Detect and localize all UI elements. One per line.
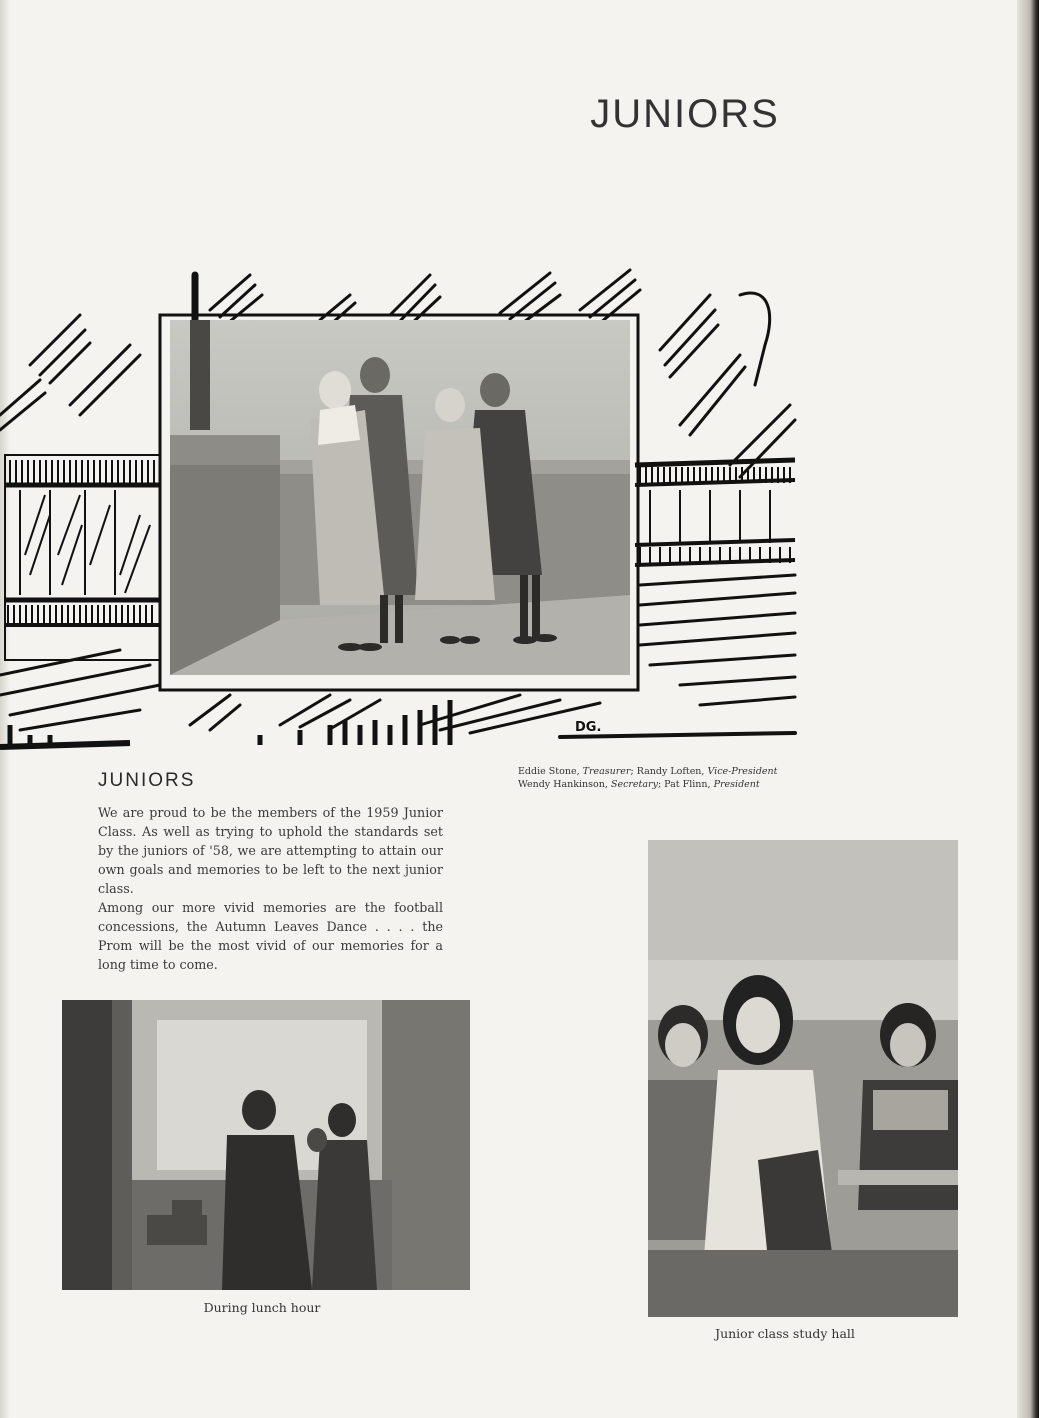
caption-role-vice-president: Vice-President — [707, 766, 778, 777]
paragraph-2: Among our more vivid memories are the football concessions, the Autumn Leaves Dance . . . . the Prom will be the most vivid of our memories for a long time to come. — [98, 900, 443, 972]
officers-caption — [518, 765, 808, 791]
body-text — [98, 803, 443, 974]
lunch-photo-caption: During lunch hour — [203, 1300, 321, 1315]
caption-role-secretary: Secretary — [610, 779, 658, 790]
caption-name-secretary: Wendy Hankinson, — [518, 779, 611, 790]
officers-caption-line-2 — [518, 778, 808, 791]
paragraph-1: We are proud to be the members of the 1959 Junior Class. As well as trying to uphold the standards set by the juniors of '58, we are attempting to attain our own goals and memories to be left to the next junior class. — [98, 805, 443, 896]
caption-role-president: President — [713, 779, 760, 790]
artist-initials: DG. — [575, 720, 602, 735]
study-hall-caption: Junior class study hall — [715, 1326, 855, 1341]
caption-name-president: ; Pat Flinn, — [657, 779, 714, 790]
section-heading: JUNIORS — [98, 770, 196, 791]
page-title: JUNIORS — [590, 92, 780, 136]
study-hall-photo — [648, 840, 958, 1317]
class-officers-photo — [170, 320, 630, 675]
officers-caption-line-1 — [518, 765, 808, 778]
lunch-hour-photo — [62, 1000, 470, 1290]
caption-name-treasurer: Eddie Stone, — [518, 766, 583, 777]
caption-role-treasurer: Treasurer — [582, 766, 631, 777]
page-binding-edge — [1017, 0, 1039, 1418]
caption-name-vice-president: ; Randy Loften, — [630, 766, 708, 777]
